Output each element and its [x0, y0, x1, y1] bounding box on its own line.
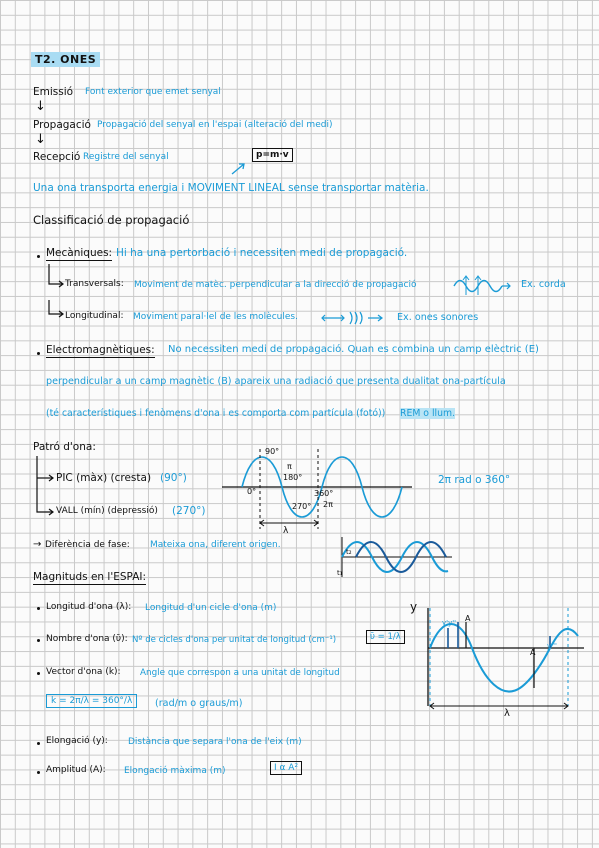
bullet: [37, 672, 40, 675]
phase-t1-label: t₁: [337, 569, 343, 577]
amplitud-formula: I α A²: [270, 761, 302, 775]
nombre-desc: Nº de cicles d'ona per unitat de longitud (cm⁻¹): [132, 635, 337, 645]
angle-360: 360°: [314, 489, 334, 498]
recepcio-desc: Registre del senyal: [83, 152, 169, 162]
bullet: [37, 255, 40, 258]
magnituds-heading: Magnituds en l'ESPAI:: [33, 571, 147, 583]
nombre-term: Nombre d'ona (ῡ):: [46, 634, 128, 644]
arrow-down-icon: ↓: [35, 132, 46, 147]
phase-difference-graph: [336, 535, 456, 581]
vall-label: VALL (mín) (depressió): [56, 506, 158, 516]
recepcio-term: Recepció: [33, 151, 81, 163]
longitudinal-wave-icon: [320, 309, 390, 327]
rad-degrees: 2π rad o 360°: [438, 474, 511, 486]
fase-term: Diferència de fase:: [45, 540, 130, 550]
angle-180: 180°: [283, 473, 303, 482]
transversals-term: Transversals:: [65, 279, 124, 289]
phase-t2-label: t₂: [346, 548, 352, 556]
graph-A1-label: A: [465, 614, 471, 623]
angle-2pi: 2π: [323, 500, 333, 509]
pic-label: PIC (màx) (cresta): [56, 472, 152, 484]
classification-heading: Classificació de propagació: [33, 213, 190, 227]
angle-0: 0°: [247, 487, 257, 496]
emissio-desc: Font exterior que emet senyal: [85, 87, 221, 97]
graph-y3-label: y''': [547, 642, 557, 650]
mecaniques-term: Mecàniques:: [46, 247, 113, 259]
bullet: [37, 639, 40, 642]
nombre-formula: ῡ = 1/λ: [366, 630, 405, 644]
amplitud-term: Amplitud (A):: [46, 765, 106, 775]
electromagnetiques-line3b: REM o llum.: [400, 408, 456, 419]
pic-degrees: (90°): [160, 472, 187, 484]
electromagnetiques-line2: perpendicular a un camp magnètic (B) apareix una radiació que presenta dualitat ona-partícula: [46, 376, 506, 387]
arrow-right-icon: →: [33, 539, 42, 550]
vall-degrees: (270°): [172, 505, 206, 517]
bullet: [37, 352, 40, 355]
mecaniques-desc: Hi ha una pertorbació i necessiten medi de propagació.: [116, 247, 408, 259]
emissio-term: Emissió: [33, 86, 74, 98]
bullet: [37, 771, 40, 774]
k-formula: k = 2π/λ = 360°/λ: [46, 694, 137, 708]
graph-A2-label: A: [530, 648, 536, 657]
elongacio-term: Elongació (y):: [46, 736, 108, 746]
longitudinal-term: Longitudinal:: [65, 311, 124, 321]
lambda-label: λ: [283, 526, 289, 536]
statement: Una ona transporta energia i MOVIMENT LINEAL sense transportar matèria.: [33, 182, 429, 194]
longitud-desc: Longitud d'un cicle d'ona (m): [145, 603, 277, 613]
transverse-wave-icon: [452, 275, 512, 297]
bullet: [37, 742, 40, 745]
arrow-icon: [230, 162, 250, 176]
branch-arrow-icon: [47, 300, 67, 316]
electromagnetiques-term: Electromagnètiques:: [46, 344, 155, 356]
vector-term: Vector d'ona (k):: [46, 667, 121, 677]
longitud-term: Longitud d'ona (λ):: [46, 602, 132, 612]
longitudinal-example: Ex. ones sonores: [397, 312, 479, 323]
transversals-desc: Moviment de matèc. perpendicular a la direcció de propagació: [134, 280, 417, 290]
page-title: T2. ONES: [31, 52, 100, 67]
bullet: [37, 607, 40, 610]
electromagnetiques-line1: No necessiten medi de propagació. Quan es combina un camp elèctric (E): [168, 344, 539, 355]
electromagnetiques-line3a: (té característiques i fenòmens d'ona i es comporta com partícula (fotó)): [46, 408, 386, 419]
transversals-example: Ex. corda: [521, 279, 566, 290]
amplitud-desc: Elongació màxima (m): [124, 766, 226, 776]
patro-heading: Patró d'ona:: [33, 441, 96, 453]
angle-pi: π: [287, 462, 292, 471]
fase-desc: Mateixa ona, diferent origen.: [150, 540, 281, 550]
vector-desc: Angle que correspon a una unitat de longitud: [140, 668, 340, 678]
graph-y-label: y: [410, 600, 418, 614]
angle-270: 270°: [292, 502, 312, 511]
arrow-down-icon: ↓: [35, 99, 46, 114]
propagacio-desc: Propagació del senyal en l'espai (alteració del medi): [97, 120, 333, 130]
propagacio-term: Propagació: [33, 119, 91, 131]
longitudinal-desc: Moviment paral·lel de les molècules.: [133, 312, 298, 322]
branch-arrow-icon: [47, 264, 67, 286]
graph-lambda-label: λ: [504, 708, 510, 719]
elongacio-desc: Distància que separa l'ona de l'eix (m): [128, 737, 302, 747]
graph-yy-label: y'y'': [442, 619, 457, 627]
momentum-formula: p=m·v: [252, 148, 293, 162]
k-units: (rad/m o graus/m): [155, 698, 243, 709]
angle-90: 90°: [265, 447, 280, 456]
